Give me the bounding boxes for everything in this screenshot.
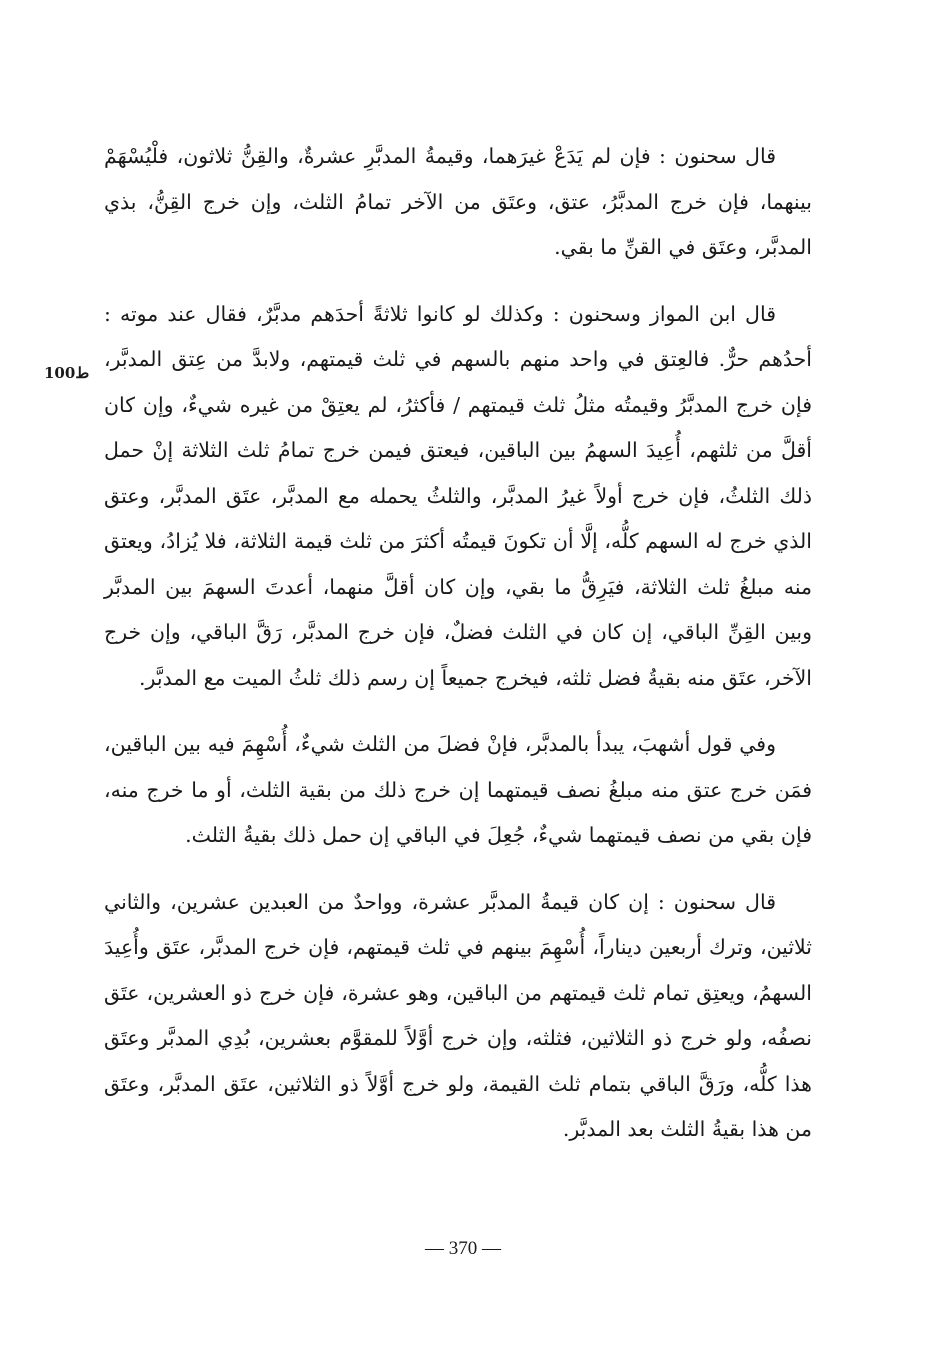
paragraph-4: قال سحنون : إن كان قيمةُ المدبَّر عشرة، وواحدٌ من العبدين عشرين، والثاني ثلاثين، وترك أربعين ديناراً، أُسْهِمَ بينهم في ثلث قيمتهم، فإن خرج المدبَّر، عتَق وأُعِيدَ السهمُ، ويعتِق تمام ثلث قيمتهم من الباقين، وهو عشرة، فإن خرج ذو العشرين، عتَق نصفُه، ولو خرج ذو الثلاثين، فثلثه، وإن خرج أوَّلاً للمقوَّم بعشرين، بُدِي المدبَّر وعتَق هذا كلُّه، ورَقَّ الباقي بتمام ثلث القيمة، ولو خرج أوَّلاً ذو الثلاثين، عتَق المدبَّر، وعتَق من هذا بقيةُ الثلث بعد المدبَّر. xyxy=(104,889,812,1141)
main-text xyxy=(104,134,812,1174)
page-number: — 370 — xyxy=(425,1238,501,1259)
paragraph-3: وفي قول أشهبَ، يبدأ بالمدبَّر، فإنْ فضلَ من الثلث شيءٌ، أُسْهِمَ فيه بين الباقين، فمَن خرج عتق منه مبلغُ نصف قيمتهما إن خرج ذلك من بقية الثلث، أو ما خرج منه، فإن بقي من نصف قيمتهما شيءٌ، جُعِلَ في الباقي إن حمل ذلك بقيةُ الثلث. xyxy=(104,732,812,847)
margin-note: ط100 xyxy=(44,364,90,382)
paragraph-2: قال ابن المواز وسحنون : وكذلك لو كانوا ثلاثةً أحدَهم مدبَّرٌ، فقال عند موته : أحدُهم حرٌّ. فالعِتق في واحد منهم بالسهم في ثلث قيمتهم، ولابدَّ من عِتق المدبَّر، فإن خرج المدبَّرُ وقيمتُه مثلُ ثلث قيمتهم / فأكثرُ، لم يعتِقْ من غيره شيءٌ، وإن كان أقلَّ من ثلثهم، أُعِيدَ السهمُ بين الباقين، فيعتق فيمن خرج تمامُ ثلث الثلاثة إنْ حمل ذلك الثلثُ، فإن خرج أولاً غيرُ المدبَّر، والثلثُ يحمله مع المدبَّر، عتَق المدبَّر، وعتق الذي خرج له السهم كلُّه، إلَّا أن تكونَ قيمتُه أكثرَ من ثلث قيمة الثلاثة، فلا يُزادُ، ويعتق منه مبلغُ ثلث الثلاثة، فيَرِقُّ ما بقي، وإن كان أقلَّ منهما، أعدتَ السهمَ بين المدبَّر وبين القِنِّ الباقي، إن كان في الثلث فضلٌ، فإن خرج المدبَّر، رَقَّ الباقي، وإن خرج الآخر، عتَق منه بقيةُ فضل ثلثه، فيخرج جميعاً إن رسم ذلك ثلثُ الميت مع المدبَّر. xyxy=(104,301,812,690)
paragraph-1: قال سحنون : فإن لم يَدَعْ غيرَهما، وقيمةُ المدبَّرِ عشرةٌ، والقِنُّ ثلاثون، فلْيُسْهَمْ بينهما، فإن خرج المدبَّرُ، عتق، وعتَق من الآخر تمامُ الثلث، وإن خرج القِنُّ، بذي المدبَّر، وعتَق في القنِّ ما بقي. xyxy=(104,144,812,259)
